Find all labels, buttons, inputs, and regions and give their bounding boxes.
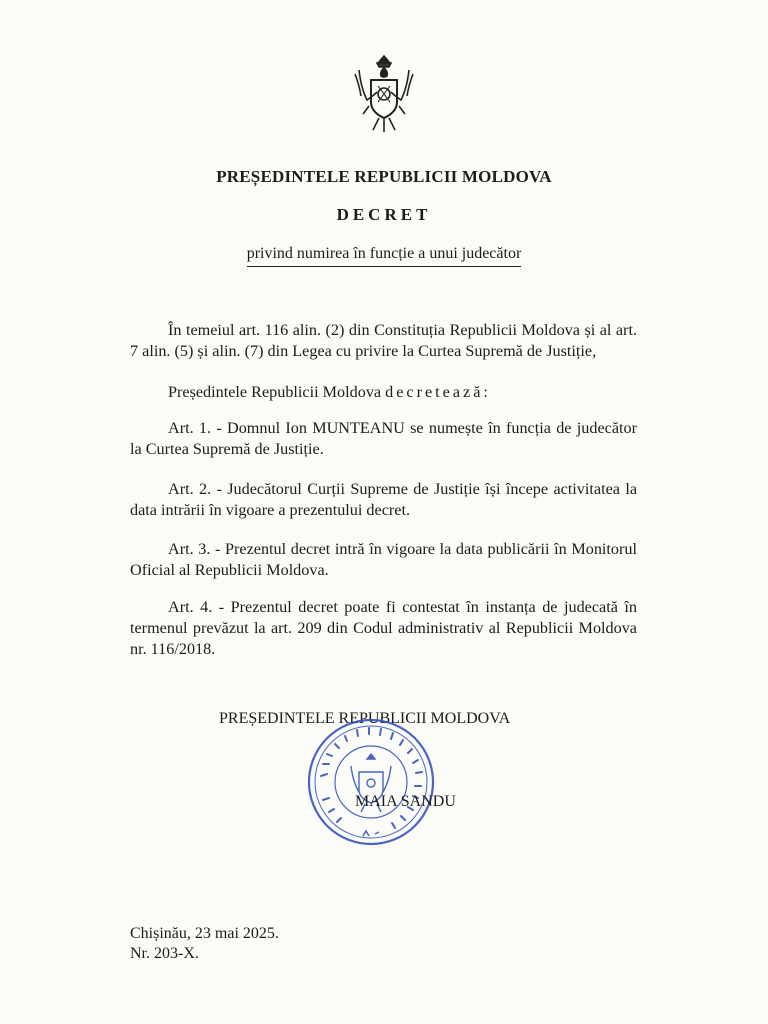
decree-intro: Președintele Republicii Moldova xyxy=(168,383,382,401)
article-1: Art. 1. - Domnul Ion MUNTEANU se numește în funcția de judecător la Curtea Supremă de Justiție. xyxy=(130,419,637,458)
moldova-coat-of-arms-icon xyxy=(349,52,419,136)
article-4: Art. 4. - Prezentul decret poate fi contestat în instanța de judecată în termenul prevăzut la art. 209 din Codul administrativ al Republicii Moldova nr. 116/2018. xyxy=(130,598,637,658)
decree-subject-text: privind numirea în funcție a unui judecător xyxy=(247,245,522,267)
article-2: Art. 2. - Judecătorul Curții Supreme de Justiție își începe activitatea la data intrării în vigoare a prezentului decret. xyxy=(130,480,637,519)
signatory-title: PREȘEDINTELE REPUBLICII MOLDOVA xyxy=(219,710,511,727)
issuer-title: PREȘEDINTELE REPUBLICII MOLDOVA xyxy=(216,167,552,186)
decree-number: Nr. 203-X. xyxy=(130,945,199,962)
article-3: Art. 3. - Prezentul decret intră în vigoare la data publicării în Monitorul Oficial al Republicii Moldova. xyxy=(130,540,637,579)
preamble-paragraph: În temeiul art. 116 alin. (2) din Constituția Republicii Moldova și al art. 7 alin. (5) și alin. (7) din Legea cu privire la Curtea Supremă de Justiție, xyxy=(130,321,637,360)
document-type: DECRET xyxy=(336,205,432,224)
decree-intro-paragraph xyxy=(130,382,637,403)
decree-verb: decretează: xyxy=(385,383,491,401)
presidential-stamp-icon xyxy=(305,716,437,848)
decree-subject xyxy=(0,245,768,267)
signatory-name: MAIA SANDU xyxy=(355,793,456,810)
place-and-date: Chișinău, 23 mai 2025. xyxy=(130,925,279,942)
